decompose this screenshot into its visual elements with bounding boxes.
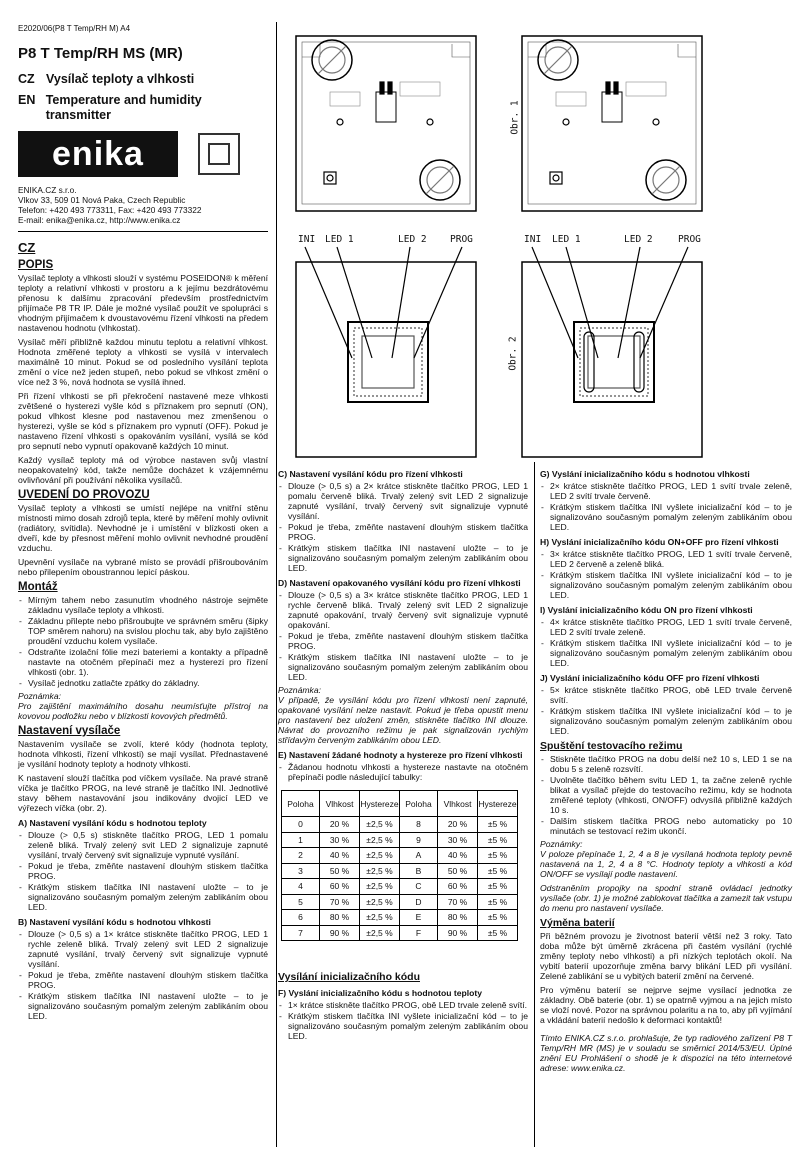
table-cell: ±2,5 %: [360, 848, 400, 864]
table-cell: ±5 %: [478, 879, 518, 895]
heading-i: I) Vyslání inicializačního kódu ON pro řízení vlhkosti: [540, 605, 753, 615]
column-divider: [276, 22, 277, 1147]
table-row: [282, 863, 518, 879]
list-item: - Krátkým stiskem tlačítka INI vyšlete inicializační kód – to je signalizováno současným pomalým zeleným zablikáním obou LED.: [278, 1011, 528, 1041]
list-item: - 5× krátce stiskněte tlačítko PROG, obě LED trvale červeně svítí.: [540, 685, 792, 705]
column-divider: [534, 462, 535, 1147]
i-list: [540, 617, 792, 668]
list-item: - Vysílač jednotku zatlačte zpátky do základny.: [18, 678, 268, 688]
heading-c: C) Nastavení vysílání kódu pro řízení vlhkosti: [278, 469, 463, 479]
settings-table: [281, 790, 518, 941]
list-item: - Stiskněte tlačítko PROG na dobu delší než 10 s, LED 1 se na dobu 5 s zeleně rozsvítí.: [540, 754, 792, 774]
table-cell: ±5 %: [478, 863, 518, 879]
table-cell: ±2,5 %: [360, 925, 400, 941]
table-cell: 90 %: [438, 925, 478, 941]
list-item: - Krátkým stiskem tlačítka INI nastavení uložte – to je signalizováno současným pomalým zeleným zablikáním obou LED.: [18, 882, 268, 912]
paragraph: Pro výměnu baterií se nejprve sejme vysílací jednotka ze základny. Obě baterie (obr. 1) se opatrně vyjmou a na jejich místo se vloží nové. Pozor na správnou polaritu a na to, aby při vyjímání a vkládání baterií nedošlo k deformaci kontaktů!: [540, 985, 792, 1025]
page-title: P8 T Temp/RH MS (MR): [18, 45, 183, 62]
table-row: [282, 894, 518, 910]
paragraph: Nastavením vysílače se zvolí, které kódy (hodnota teploty, hodnota vlhkosti, řízení vlhkosti) se mají vysílat. Přednastavené je vysílání hodnoty teploty a hodnoty vlhkosti.: [18, 739, 268, 769]
table-header: Hystereze: [478, 791, 518, 817]
table-cell: ±2,5 %: [360, 910, 400, 926]
device-open-left-figure: [296, 36, 476, 211]
montaz-list: [18, 595, 268, 688]
d-list: [278, 590, 528, 682]
table-cell: C: [400, 879, 438, 895]
list-item: - Uvolněte tlačítko během svitu LED 1, ta začne zeleně rychle blikat a vysílač přejde do testovacího režimu, kdy se hodnota změřené teploty (vlhkosti, ON/OFF) odvysílá přibližně každých 10 s.: [540, 775, 792, 815]
table-cell: 70 %: [438, 894, 478, 910]
list-item: - Krátkým stiskem tlačítka INI vyšlete inicializační kód – to je signalizováno současným pomalým zeleným zablikáním obou LED.: [540, 570, 792, 600]
list-item: - Dlouze (> 0,5 s) a 1× krátce stiskněte tlačítko PROG, LED 1 rychle zeleně bliká. Trvalý zelený svit LED 2 signalizuje zapnuté vysílání, trvalý červený svit signalizuje vypnuté vysílání.: [18, 929, 268, 969]
table-row: [282, 925, 518, 941]
paragraph: K nastavení slouží tlačítka pod víčkem vysílače. Na pravé straně víčka je tlačítko PROG, na levé straně je tlačítko INI. Jednotlivé stavy během nastavování jsou indikovány dvojicí LED ve výřezech víčka (obr. 2).: [18, 773, 268, 813]
table-cell: ±2,5 %: [360, 832, 400, 848]
note-label: Poznámka:: [18, 691, 61, 701]
list-item: - Žádanou hodnotu vlhkosti a hystereze nastavte na otočném přepínači podle následující tabulky:: [278, 762, 528, 782]
a-list: [18, 830, 268, 912]
note: V případě, že vysílání kódu pro řízení vlhkosti není zapnuté, opakované vysílání nelze nastavit. Pokud je třeba opustit menu pro nastavení bez uložení změn, stiskněte tlačítko INI dlouze. Návrat do provozního režimu je pak signalizován rychlým střídavým červeným zablikáním obou LED.: [278, 695, 528, 745]
table-cell: 3: [282, 863, 320, 879]
table-cell: ±5 %: [478, 832, 518, 848]
table-row: [282, 817, 518, 833]
list-item: - Dlouze (> 0,5 s) stiskněte tlačítko PROG, LED 1 pomalu zeleně bliká. Trvalý zelený svit LED 2 signalizuje zapnuté vysílání, trvalý červený svit signalizuje vypnuté vysílání.: [18, 830, 268, 860]
j-list: [540, 685, 792, 736]
table-cell: 0: [282, 817, 320, 833]
paragraph: Vysílač měří přibližně každou minutu teplotu a relativní vlhkost. Hodnota změřené teploty a vlhkosti se vysílá v intervalech maximálně 10 minut. Pokud se od posledního vysílání teplota změní o více než jeden stupeň, nebo pokud se vlhkost změní o více než 3 %, nová hodnota se vysílá ihned.: [18, 337, 268, 387]
table-cell: ±5 %: [478, 817, 518, 833]
table-cell: 90 %: [320, 925, 360, 941]
label-led2: LED 2: [624, 234, 653, 245]
list-item: - Odstraňte izolační fólie mezi bateriemi a kontakty a případně nastavte na otočném přepínači mez a hysterezi pro řízení vlhkosti (obr. 1).: [18, 647, 268, 677]
list-item: - 1× krátce stiskněte tlačítko PROG, obě LED trvale zeleně svítí.: [278, 1000, 528, 1010]
table-cell: ±5 %: [478, 848, 518, 864]
b-list: [18, 929, 268, 1021]
heading-vysilani: Vysílání inicializačního kódu: [278, 971, 420, 983]
table-header: Vlhkost: [320, 791, 360, 817]
middle-column: [278, 464, 528, 1044]
table-cell: A: [400, 848, 438, 864]
table-cell: ±2,5 %: [360, 894, 400, 910]
heading-d: D) Nastavení opakovaného vysílání kódu pro řízení vlhkosti: [278, 578, 521, 588]
table-cell: 40 %: [320, 848, 360, 864]
table-cell: B: [400, 863, 438, 879]
table-cell: 80 %: [320, 910, 360, 926]
table-row: [282, 910, 518, 926]
h-list: [540, 549, 792, 600]
list-item: - Krátkým stiskem tlačítka INI nastavení uložte – to je signalizováno současným pomalým zeleným zablikáním obou LED.: [278, 652, 528, 682]
contact-block: ENIKA.CZ s.r.o. Vlkov 33, 509 01 Nová Paka, Czech Republic Telefon: +420 493 773311, Fax: +420 493 773322 E-mail: enika@enika.cz, http://www.enika.cz: [18, 185, 268, 232]
heading-uvedeni: UVEDENÍ DO PROVOZU: [18, 489, 150, 501]
table-cell: E: [400, 910, 438, 926]
heading-g: G) Vyslání inicializačního kódu s hodnotou vlhkosti: [540, 469, 750, 479]
table-row: [282, 832, 518, 848]
table-cell: 6: [282, 910, 320, 926]
table-cell: ±2,5 %: [360, 863, 400, 879]
table-header: Poloha: [282, 791, 320, 817]
heading-b: B) Nastavení vysílání kódu s hodnotou vlhkosti: [18, 917, 211, 927]
left-column: [18, 24, 268, 1024]
list-item: - Krátkým stiskem tlačítka INI vyšlete inicializační kód – to je signalizováno současným pomalým zeleným zablikáním obou LED.: [540, 706, 792, 736]
paragraph: Při běžném provozu je životnost baterií větší než 3 roky. Tato doba může být úměrně zkrácena při častém vysílání (rychlé změny teploty nebo vlhkosti) a při nízkých teplotách okolí. Na vybití baterií upozorňuje změna barvy blikání LED při vysílání. Zelené zablikání se u vybitých baterií změní na červené.: [540, 931, 792, 981]
c-list: [278, 481, 528, 573]
declaration: Tímto ENIKA.CZ s.r.o. prohlašuje, že typ radiového zařízení P8 T Temp/RH MR (MS) je v souladu se směrnicí 2014/53/EU. Úplné znění EU Prohlášení o shodě je k dispozici na této internetové adrese: www.enika.cz.: [540, 1033, 792, 1073]
figure-label-1: Obr. 1: [509, 100, 521, 135]
list-item: - 3× krátce stiskněte tlačítko PROG, LED 1 svítí trvale červeně, LED 2 červeně a zeleně bliká.: [540, 549, 792, 569]
note-label: Poznámka:: [278, 685, 321, 695]
test-list: [540, 754, 792, 836]
table-cell: 80 %: [438, 910, 478, 926]
list-item: - Dlouze (> 0,5 s) a 3× krátce stiskněte tlačítko PROG, LED 1 rychle červeně bliká. Trvalý zelený svit LED 2 signalizuje zapnuté opakování, trvalý červený svit signalizuje vypnuté opakování.: [278, 590, 528, 630]
label-led1: LED 1: [325, 234, 354, 245]
paragraph: Každý vysílač teploty má od výrobce nastaven svůj vlastní neopakovatelný kód, takže nemůže docházet k vzájemnému ovlivňování při používání několika vysílačů.: [18, 455, 268, 485]
label-ini: INI: [298, 234, 316, 245]
heading-baterie: Výměna baterií: [540, 917, 615, 929]
table-cell: 2: [282, 848, 320, 864]
list-item: - Dlouze (> 0,5 s) a 2× krátce stiskněte tlačítko PROG, LED 1 pomalu červeně bliká. Trvalý zelený svit LED 2 signalizuje zapnuté vysílání, trvalý červený svit signalizuje vypnuté vysílání.: [278, 481, 528, 521]
table-cell: 9: [400, 832, 438, 848]
paragraph: Vysílač teploty a vlhkosti slouží v systému POSEIDON® k měření teploty a relativní vlhkosti v prostoru a k jejímu bezdrátovému přenosu k dalšímu zpracování především prostřednictvím přijímače P8 TR IP. Dále je možné vysílač použít ve spolupráci s vhodným přijímačem k dvoustavovému řízení vlhkosti na předem nastavenou hodnotu (vlhkostat).: [18, 273, 268, 333]
device-open-right-figure: [522, 36, 702, 211]
heading-a: A) Nastavení vysílání kódu s hodnotou teploty: [18, 818, 207, 828]
heading-f: F) Vyslání inicializačního kódu s hodnotou teploty: [278, 988, 483, 998]
lang-en-title: EN Temperature and humidity transmitter: [18, 93, 202, 122]
list-item: - 2× krátce stiskněte tlačítko PROG, LED 1 svítí trvale zeleně, LED 2 svítí trvale červeně.: [540, 481, 792, 501]
table-cell: 20 %: [320, 817, 360, 833]
table-cell: 1: [282, 832, 320, 848]
table-row: [282, 879, 518, 895]
list-item: - Základnu přilepte nebo přišroubujte ve správném směru (šipky TOP směrem nahoru) na svislou plochu tak, aby bylo zajištěno proudění vzduchu kolem vysílače.: [18, 616, 268, 646]
paragraph: Upevnění vysílače na vybrané místo se provádí přišroubováním nebo přilepením oboustrannou lepicí páskou.: [18, 557, 268, 577]
list-item: - Pokud je třeba, změňte nastavení dlouhým stiskem tlačítka PROG.: [18, 970, 268, 990]
switch-icon: [198, 133, 240, 175]
table-cell: 20 %: [438, 817, 478, 833]
table-cell: ±5 %: [478, 894, 518, 910]
table-header: Vlhkost: [438, 791, 478, 817]
table-cell: ±5 %: [478, 910, 518, 926]
note-label: Poznámky:: [540, 839, 583, 849]
cover-right-figure: [522, 247, 702, 457]
list-item: - Krátkým stiskem tlačítka INI nastavení uložte – to je signalizováno současným pomalým zeleným zablikáním obou LED.: [278, 543, 528, 573]
paragraph: Vysílač teploty a vlhkosti se umístí nejlépe na vnitřní stěnu místnosti mimo dosah zdrojů tepla, které by měření mohly ovlivnit (radiátory, svítidla). Nevhodné je i umístění v blízkosti oken a dveří, kde by přesnost měření mohlo ovlivnit nevhodné proudění vzduchu.: [18, 503, 268, 553]
table-cell: ±2,5 %: [360, 817, 400, 833]
heading-h: H) Vyslání inicializačního kódu ON+OFF pro řízení vlhkosti: [540, 537, 779, 547]
logo-row: [18, 131, 268, 177]
list-item: - Krátkým stiskem tlačítka INI vyšlete inicializační kód – to je signalizováno současným pomalým zeleným zablikáním obou LED.: [540, 638, 792, 668]
label-ini: INI: [524, 234, 542, 245]
list-item: - 4× krátce stiskněte tlačítko PROG, LED 1 svítí trvale červeně, LED 2 svítí trvale zeleně.: [540, 617, 792, 637]
table-cell: 30 %: [438, 832, 478, 848]
heading-popis: POPIS: [18, 259, 54, 271]
section-cz: CZ: [18, 240, 36, 255]
paragraph: Při řízení vlhkosti se při překročení nastavené meze vlhkosti zvětšené o hysterezi vyšle kód s příznakem pro sepnutí (ON), pokud vlhkost klesne pod nastavenou mez zmenšenou o hysterezi, vyšle se kód s příznakem pro vypnutí (OFF). Pokud je nastaveno řízení vlhkosti s opakováním vysílání, vysílá se kód pro sepnutí nebo vypnutí opakovaně každých 10 minut.: [18, 391, 268, 451]
table-cell: 70 %: [320, 894, 360, 910]
note: Odstraněním propojky na spodní straně ovládací jednotky vysílače (obr. 1) je možné zablokovat tlačítka a zamezit tak vstupu do menu pro nastavení vysílače.: [540, 883, 792, 913]
list-item: - Pokud je třeba, změňte nastavení dlouhým stiskem tlačítka PROG.: [18, 861, 268, 881]
document-id: E2020/06(P8 T Temp/RH M) A4: [18, 24, 131, 33]
e-list: [278, 762, 528, 782]
table-body: [282, 817, 518, 941]
heading-test: Spuštění testovacího režimu: [540, 740, 683, 752]
f-list: [278, 1000, 528, 1041]
table-row: [282, 848, 518, 864]
table-cell: 30 %: [320, 832, 360, 848]
table-cell: 60 %: [320, 879, 360, 895]
table-cell: F: [400, 925, 438, 941]
table-cell: ±2,5 %: [360, 879, 400, 895]
table-cell: 8: [400, 817, 438, 833]
table-header: Hystereze: [360, 791, 400, 817]
table-header: Poloha: [400, 791, 438, 817]
table-cell: 5: [282, 894, 320, 910]
table-cell: 60 %: [438, 879, 478, 895]
label-prog: PROG: [678, 234, 701, 245]
label-led1: LED 1: [552, 234, 581, 245]
heading-j: J) Vyslání inicializačního kódu OFF pro řízení vlhkosti: [540, 673, 760, 683]
table-header-row: [282, 791, 518, 817]
list-item: - Pokud je třeba, změňte nastavení dlouhým stiskem tlačítka PROG.: [278, 631, 528, 651]
figure-label-2: Obr. 2: [507, 336, 519, 371]
list-item: - Krátkým stiskem tlačítka INI nastavení uložte – to je signalizováno současným pomalým zeleným zablikáním obou LED.: [18, 991, 268, 1021]
heading-montaz: Montáž: [18, 581, 58, 593]
list-item: - Pokud je třeba, změňte nastavení dlouhým stiskem tlačítka PROG.: [278, 522, 528, 542]
table-cell: 50 %: [320, 863, 360, 879]
table-cell: ±5 %: [478, 925, 518, 941]
heading-nastaveni: Nastavení vysílače: [18, 725, 121, 737]
list-item: - Mírným tahem nebo zasunutím vhodného nástroje sejměte základnu vysílače teploty a vlhkosti.: [18, 595, 268, 615]
note: V poloze přepínače 1, 2, 4 a 8 je vysílaná hodnota teploty pevně nastavená na 1, 2, 4 a 8 °C. Hodnoty teploty a vlhkosti a kód ON/OFF se vysílají podle nastavení.: [540, 849, 792, 879]
list-item: - Krátkým stiskem tlačítka INI vyšlete inicializační kód – to je signalizováno současným pomalým zeleným zablikáním obou LED.: [540, 502, 792, 532]
table-cell: 4: [282, 879, 320, 895]
table-cell: 40 %: [438, 848, 478, 864]
table-cell: 7: [282, 925, 320, 941]
right-column: [540, 464, 792, 1077]
heading-e: E) Nastavení žádané hodnoty a hystereze pro řízení vlhkosti: [278, 750, 523, 760]
figures-area: [290, 22, 790, 462]
g-list: [540, 481, 792, 532]
label-prog: PROG: [450, 234, 473, 245]
note: Pro zajištění maximálního dosahu neumísťujte přístroj na kovovou podložku nebo v blízkosti kovových předmětů.: [18, 701, 268, 721]
lang-cz-title: CZ Vysílač teploty a vlhkosti: [18, 72, 195, 86]
label-led2: LED 2: [398, 234, 427, 245]
table-cell: D: [400, 894, 438, 910]
table-cell: 50 %: [438, 863, 478, 879]
enika-logo: enika: [18, 131, 178, 177]
list-item: - Dalším stiskem tlačítka PROG nebo automaticky po 10 minutách se testovací režim ukončí.: [540, 816, 792, 836]
cover-left-figure: [296, 247, 476, 457]
